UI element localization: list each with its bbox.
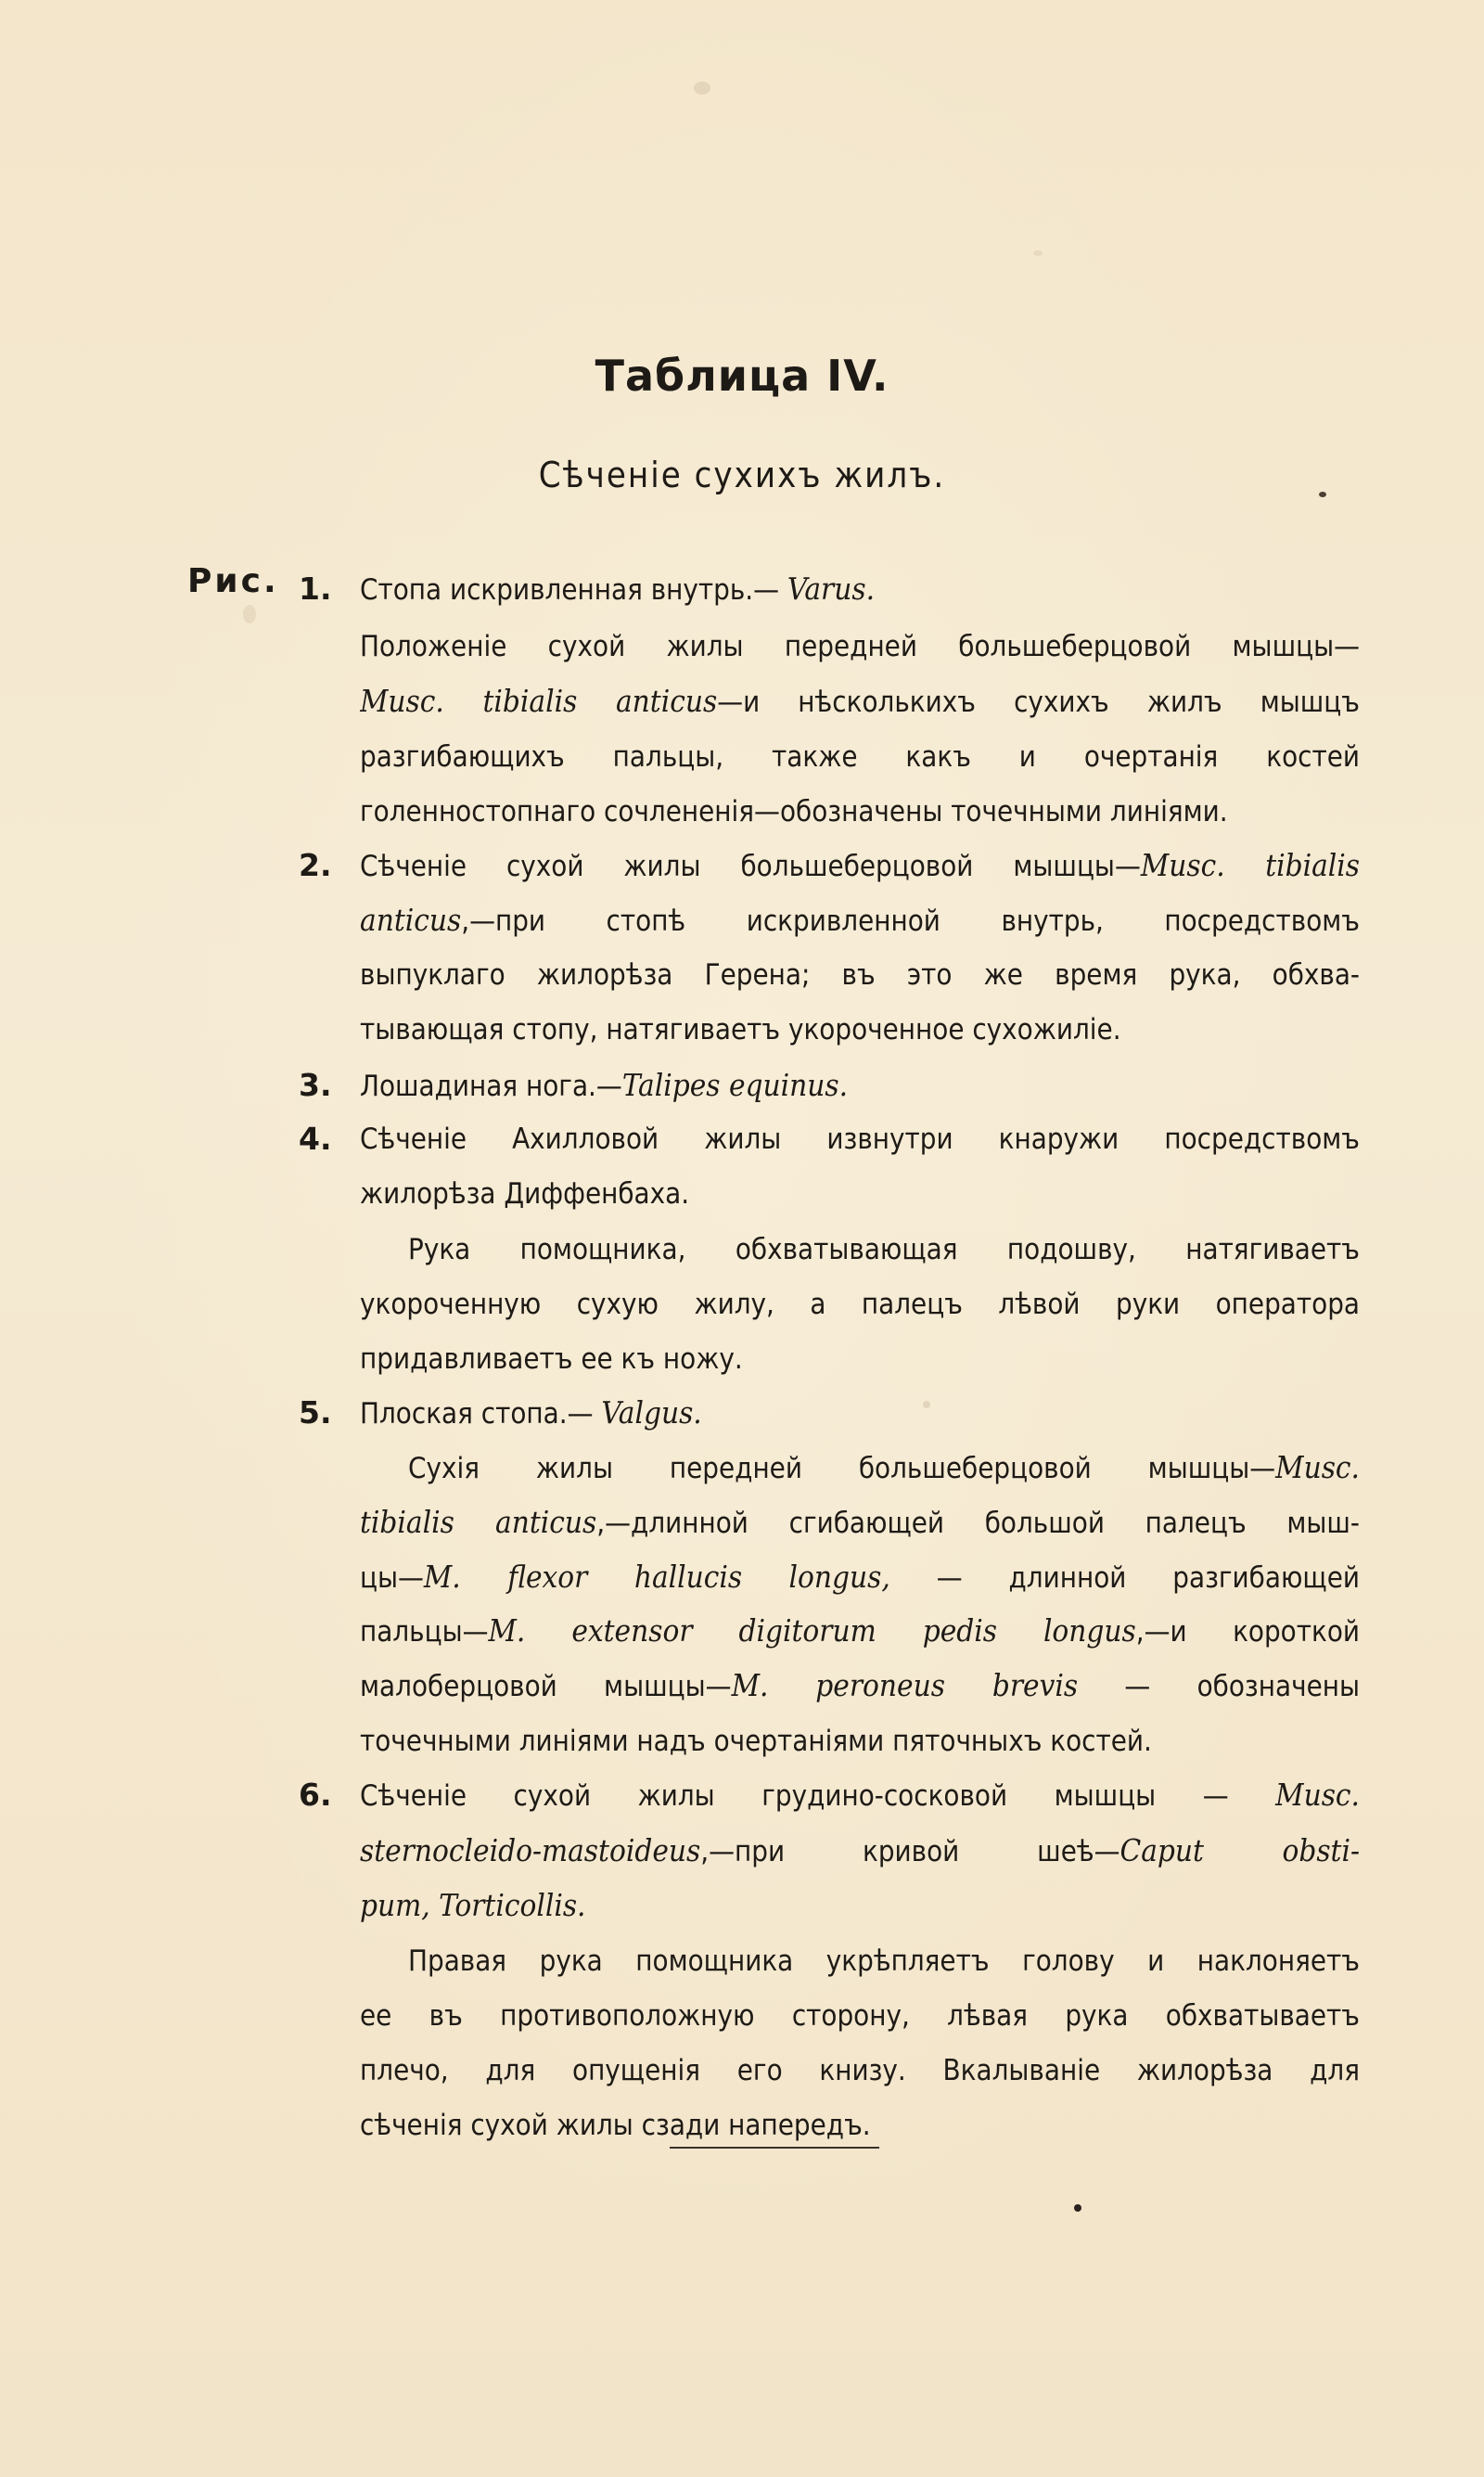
line-text: ,—при стопѣ искривленной внутрь, посредствомъ [461, 905, 1360, 938]
text-line [360, 1768, 1360, 1822]
latin-term: Caput obsti- [1119, 1832, 1360, 1868]
text-line [360, 785, 1360, 839]
line-text: Плоская стопа.— [360, 1397, 602, 1431]
text-line [360, 1714, 1360, 1768]
text-line [360, 730, 1360, 784]
latin-term: Varus. [787, 571, 875, 607]
line-text: ,—и короткой [1135, 1615, 1360, 1649]
line-text: придавливаетъ ее къ ножу. [360, 1342, 743, 1376]
line-text: сѣченія сухой жилы сзади напередъ. [360, 2109, 871, 2142]
paper-stain [694, 82, 710, 95]
latin-term: M. flexor hallucis longus, [423, 1559, 890, 1595]
line-text: Сѣченіе сухой жилы грудино-сосковой мышцы — [360, 1779, 1276, 1813]
text-line [360, 1989, 1360, 2043]
line-text: точечными линіями надъ очертаніями пяточныхъ костей. [360, 1725, 1152, 1758]
latin-term: Valgus. [601, 1394, 702, 1431]
text-line [360, 1332, 1360, 1386]
line-text: Стопа искривленная внутрь.— [360, 573, 787, 607]
text-line [360, 839, 1360, 892]
line-text: Лошадиная нога.— [360, 1070, 622, 1103]
closing-dot [1074, 2204, 1081, 2212]
latin-term: anticus [360, 902, 462, 938]
figure-number: 2. [299, 847, 332, 883]
text-line [360, 562, 1360, 616]
latin-term: Musc. [1275, 1777, 1360, 1813]
figure-number: 1. [299, 571, 332, 607]
text-line [408, 1441, 1360, 1495]
figure-number: 5. [299, 1394, 332, 1431]
figure-number: 3. [299, 1067, 332, 1103]
latin-term: sternocleido-mastoideus [360, 1832, 701, 1868]
line-text: Сѣченіе Ахилловой жилы извнутри кнаружи посредствомъ [360, 1123, 1360, 1156]
figure-label: Рис. [187, 562, 279, 600]
line-text: Положеніе сухой жилы передней большеберцовой мышцы— [360, 630, 1360, 663]
text-line [360, 1112, 1360, 1166]
line-text: малоберцовой мышцы— [360, 1670, 732, 1703]
latin-term: M. peroneus brevis [731, 1667, 1079, 1703]
line-text: Рука помощника, обхватывающая подошву, натягиваетъ [408, 1233, 1360, 1266]
line-text: Сѣченіе сухой жилы большеберцовой мышцы— [360, 850, 1141, 883]
text-line [360, 1550, 1360, 1604]
latin-term: pum, Torticollis. [360, 1887, 586, 1923]
page-title: Таблица IV. [595, 351, 889, 401]
line-text: жилорѣза Диффенбаха. [360, 1177, 690, 1211]
line-text: Сухія жилы передней большеберцовой мышцы— [408, 1452, 1276, 1485]
latin-term: M. extensor digitorum pedis longus [488, 1612, 1136, 1649]
latin-term: Musc. [1275, 1449, 1360, 1485]
text-line [360, 1059, 1360, 1112]
latin-term: tibialis anticus [360, 1504, 597, 1540]
line-text: пальцы— [360, 1615, 489, 1649]
line-text: выпуклаго жилорѣза Герена; въ это же время рука, обхва- [360, 958, 1360, 992]
text-line [360, 1386, 1360, 1440]
text-line [360, 620, 1360, 674]
text-line [408, 1223, 1360, 1277]
text-line [360, 1003, 1360, 1057]
text-line [360, 1495, 1360, 1549]
line-text: тывающая стопу, натягиваетъ укороченное сухожиліе. [360, 1013, 1121, 1046]
latin-term: Talipes equinus. [621, 1067, 849, 1103]
text-line [360, 1824, 1360, 1878]
latin-term: Musc. tibialis [1140, 847, 1360, 883]
line-text: Правая рука помощника укрѣпляетъ голову и наклоняетъ [408, 1944, 1360, 1978]
text-line [408, 1934, 1360, 1988]
line-text: ,—при кривой шеѣ— [700, 1835, 1120, 1868]
text-line [360, 2098, 1360, 2152]
line-text: разгибающихъ пальцы, также какъ и очертанія костей [360, 740, 1360, 774]
text-line [360, 1604, 1360, 1658]
paper-stain [1033, 250, 1043, 256]
text-line [360, 1879, 1360, 1932]
line-text: — обозначены [1078, 1670, 1360, 1703]
line-text: голенностопнаго сочлененія—обозначены точечными линіями. [360, 795, 1228, 828]
text-line [360, 1167, 1360, 1221]
text-line [360, 1659, 1360, 1713]
line-text: укороченную сухую жилу, а палецъ лѣвой руки оператора [360, 1288, 1360, 1321]
latin-term: Musc. tibialis anticus [360, 683, 718, 719]
line-text: ее въ противоположную сторону, лѣвая рука обхватываетъ [360, 1999, 1360, 2033]
line-text: цы— [360, 1561, 424, 1595]
line-text: —и нѣсколькихъ сухихъ жилъ мышцъ [717, 686, 1360, 719]
figure-number: 4. [299, 1121, 332, 1157]
line-text: плечо, для опущенія его книзу. Вкалываніе жилорѣза для [360, 2054, 1360, 2087]
text-line [360, 674, 1360, 728]
figure-number: 6. [299, 1777, 332, 1813]
text-line [360, 1277, 1360, 1331]
line-text: — длинной разгибающей [889, 1561, 1360, 1595]
page-subtitle: Сѣченіе сухихъ жилъ. [538, 455, 946, 495]
text-line [360, 893, 1360, 947]
text-line [360, 2044, 1360, 2098]
line-text: ,—длинной сгибающей большой палецъ мыш- [596, 1507, 1360, 1540]
paper-stain [243, 605, 256, 623]
closing-rule [670, 2147, 879, 2149]
text-line [360, 948, 1360, 1002]
